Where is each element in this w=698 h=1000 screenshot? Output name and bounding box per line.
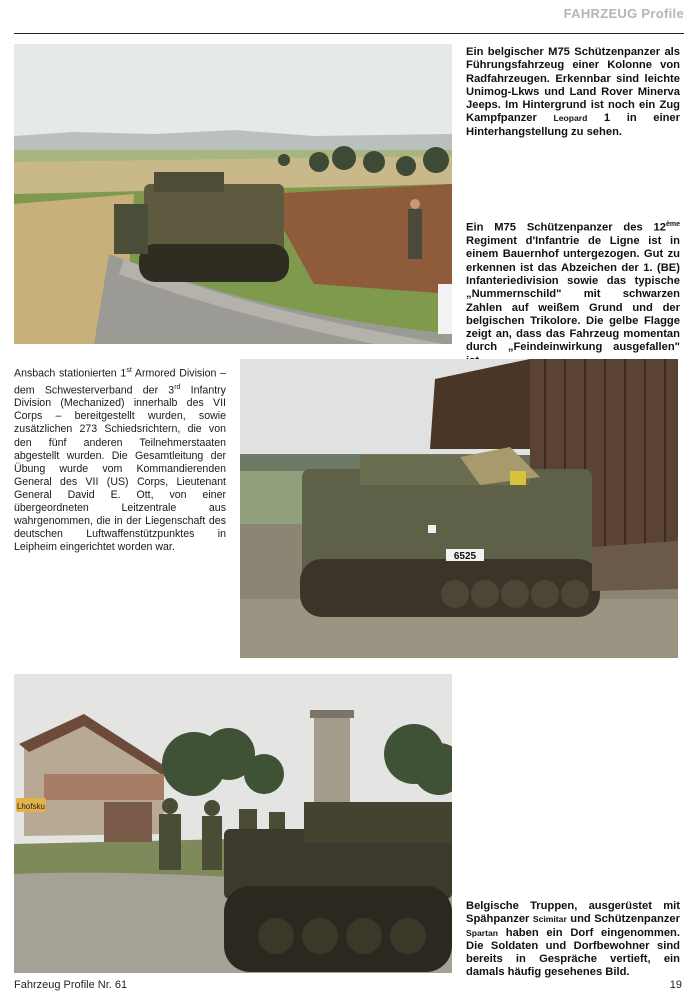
- body-paragraph: [14, 364, 226, 554]
- photo-m75-farmyard: [240, 359, 678, 658]
- body-sup-1: st: [126, 367, 132, 374]
- caption-top-leopard: Leopard: [553, 113, 588, 124]
- footer-publication: Fahrzeug Profile Nr. 61: [14, 979, 128, 991]
- caption-bottom-text-a: Belgische Truppen, ausgerüstet mit Spähpanzer: [466, 900, 680, 926]
- body-text-1: Ansbach stationierten 1: [14, 367, 127, 380]
- caption-top: [466, 46, 680, 139]
- running-header-title: FAHRZEUG Profile: [563, 6, 684, 21]
- caption-middle-text-a: Ein M75 Schützenpanzer des 12: [466, 221, 666, 234]
- header-rule: [14, 33, 684, 34]
- photo-village-troops: [14, 674, 452, 973]
- caption-bottom-text-c: haben ein Dorf eingenommen. Die Soldaten und Dorfbewohner sind bereits in Gespräche vertieft, ein damals häufig gesehenes Bild.: [466, 926, 680, 979]
- caption-bottom: [466, 900, 680, 980]
- body-text-2: Armored Division – dem Schwesterverband der 3: [14, 367, 226, 397]
- caption-bottom-text-b: und Schützenpanzer: [566, 913, 680, 926]
- footer-page-number: 19: [669, 979, 682, 991]
- body-sup-2: rd: [174, 383, 181, 391]
- village-sign-text: Lhofsku: [16, 802, 46, 811]
- caption-bottom-spartan: Spartan: [466, 927, 498, 938]
- caption-top-text: Ein belgischer M75 Schützenpanzer als Führungsfahrzeug einer Kolonne von Radfahrzeugen. Erkennbar sind leichte Unimog-Lkws und Land Rover Minerva Jeeps. Im Hintergrund ist noch ein Zug Kampfpanzer: [466, 46, 680, 125]
- photo-m75-column: [14, 44, 452, 344]
- caption-middle-text-b: Regiment d'Infantrie de Ligne ist in einem Bauernhof untergezogen. Gut zu erkennen ist das Abzeichen der 1. (BE) Infanteriedivision sowie das typische „Nummernschild" mit schwarzen Zahlen auf weißem Grund und der belgischen Trikolore. Die gelbe Flagge zeigt an, dass das Fahrzeug momentan durch „Feindeinwirkung ausgefallen": [466, 235, 680, 354]
- license-plate-text: 6525: [453, 551, 477, 562]
- caption-middle: [466, 218, 680, 368]
- caption-top-end: 1 in einer Hinterhangstellung zu sehen.: [466, 112, 680, 138]
- caption-middle-sup: ème: [665, 221, 680, 228]
- body-text-3: Infantry Division (Mechanized) innerhalb des VII Corps – bereitgestellt wurden, sowie zusätzlichen 273 Schiedsrichtern, die von den fünf anderen Teilnehmerstaaten abgestellt wurden. Die Gesamtleitung der Übung wurde vom Kommandierenden General des VII (US) Corps, Lieutenant General David E. Ott, von einer übergeordneten Leitzentrale aus wahrgenommen, die in der Liegenschaft des deutschen Luftwaffenstützpunktes in Leipheim eingerichtet worden war.: [14, 384, 226, 554]
- caption-bottom-scimitar: Scimitar: [532, 914, 567, 925]
